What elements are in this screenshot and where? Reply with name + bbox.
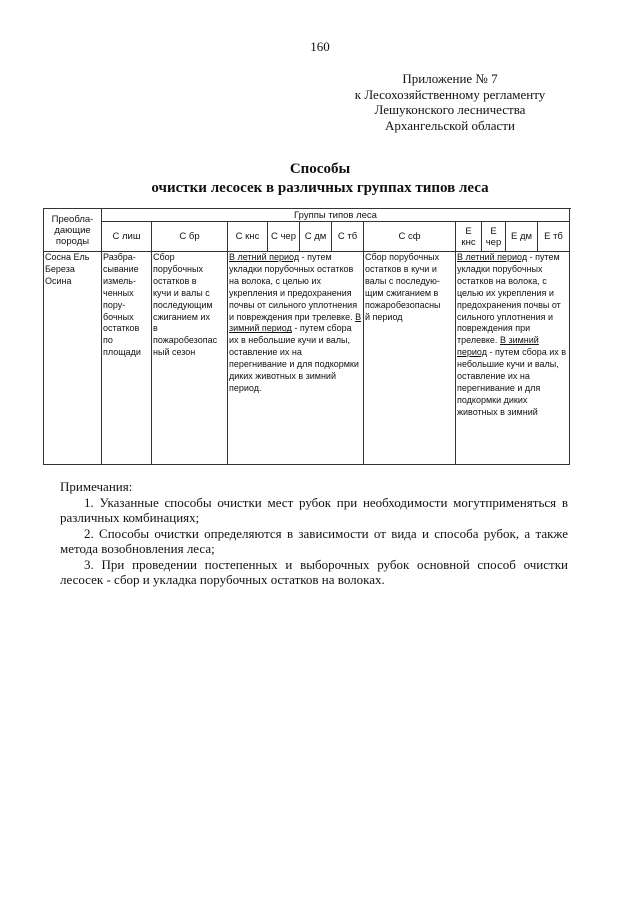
winter-label: В зимний период bbox=[229, 311, 362, 334]
winter-text: - путем сбора их в небольшие кучи и валы, оставление их на перегнивание и для подкормки диких животных в зимний bbox=[457, 347, 567, 417]
summer-label: В летний период bbox=[457, 252, 528, 262]
col-header: С бр bbox=[152, 222, 228, 252]
document-title bbox=[60, 160, 580, 198]
col-header: С чер bbox=[268, 222, 300, 252]
col-header: С лиш bbox=[102, 222, 152, 252]
appendix-line-1: Приложение № 7 bbox=[402, 71, 498, 86]
forest-groups-header: Группы типов леса bbox=[102, 209, 570, 222]
col-header: С дм bbox=[300, 222, 332, 252]
c-br-cell: Сбор порубочных остатков в кучи и валы с последующим сжиганием их в пожаробезопас ный сезон bbox=[152, 252, 228, 465]
summer-label: В летний период bbox=[229, 252, 300, 262]
e-kns-cell: Сбор порубочных остатков в кучи и валы с последую- щим сжиганием в пожаробезопасны й период bbox=[364, 252, 456, 465]
appendix-line-2: к Лесохозяйственному регламенту bbox=[354, 86, 546, 102]
cleaning-methods-table bbox=[43, 208, 570, 465]
winter-text: - путем сбора их в небольшие кучи и валы, оставление их на перегнивание и для подкормки диких животных в зимний период. bbox=[229, 323, 359, 393]
col-header: С тб bbox=[332, 222, 364, 252]
notes-heading: Примечания: bbox=[60, 479, 133, 494]
table-header-row bbox=[44, 209, 570, 222]
col-header: С сф bbox=[364, 222, 456, 252]
forest-type-header-row bbox=[44, 222, 570, 252]
appendix-header bbox=[340, 71, 560, 133]
summer-text: - путем укладки порубочных остатков на волока, с целью их укрепления и предохранения почвы от сильного уплотнения и повреждения при трелевке. bbox=[229, 252, 358, 322]
col-header: Е тб bbox=[538, 222, 570, 252]
table-row bbox=[44, 252, 570, 465]
c-group-cell bbox=[228, 252, 364, 465]
notes-section bbox=[60, 479, 568, 588]
col-header: Е чер bbox=[482, 222, 506, 252]
note-item: 2. Способы очистки определяются в зависимости от вида и способа рубок, а также метода возобновления леса; bbox=[60, 525, 568, 556]
col-header: С кнс bbox=[228, 222, 268, 252]
title-line-1: Способы bbox=[289, 161, 351, 177]
appendix-line-4: Архангельской области bbox=[385, 117, 515, 133]
appendix-line-3: Лешуконского лесничества bbox=[374, 102, 526, 117]
e-group-cell bbox=[456, 252, 570, 465]
note-item: 1. Указанные способы очистки мест рубок при необходимости могутприменяться в различных комбинациях; bbox=[60, 494, 568, 525]
winter-label: В зимний период bbox=[457, 335, 539, 358]
page-number: 160 bbox=[310, 39, 330, 54]
col-header: Е дм bbox=[506, 222, 538, 252]
species-cell: Сосна Ель Береза Осина bbox=[44, 252, 102, 465]
col-header: Е кнс bbox=[456, 222, 482, 252]
title-line-2: очистки лесосек в различных группах типов леса bbox=[151, 180, 489, 196]
note-item: 3. При проведении постепенных и выборочных рубок основной способ очистки лесосек - сбор и укладка порубочных остатков на волоках. bbox=[60, 556, 568, 587]
c-lish-cell: Разбра- сывание измель- ченных пору- бочных остатков по площади bbox=[102, 252, 152, 465]
species-header: Преоблa-дающие породы bbox=[44, 209, 102, 252]
summer-text: - путем укладки порубочных остатков на волока, с целью их укрепления и предохранения почвы от сильного уплотнения и повреждения при трелевке. bbox=[457, 252, 561, 346]
